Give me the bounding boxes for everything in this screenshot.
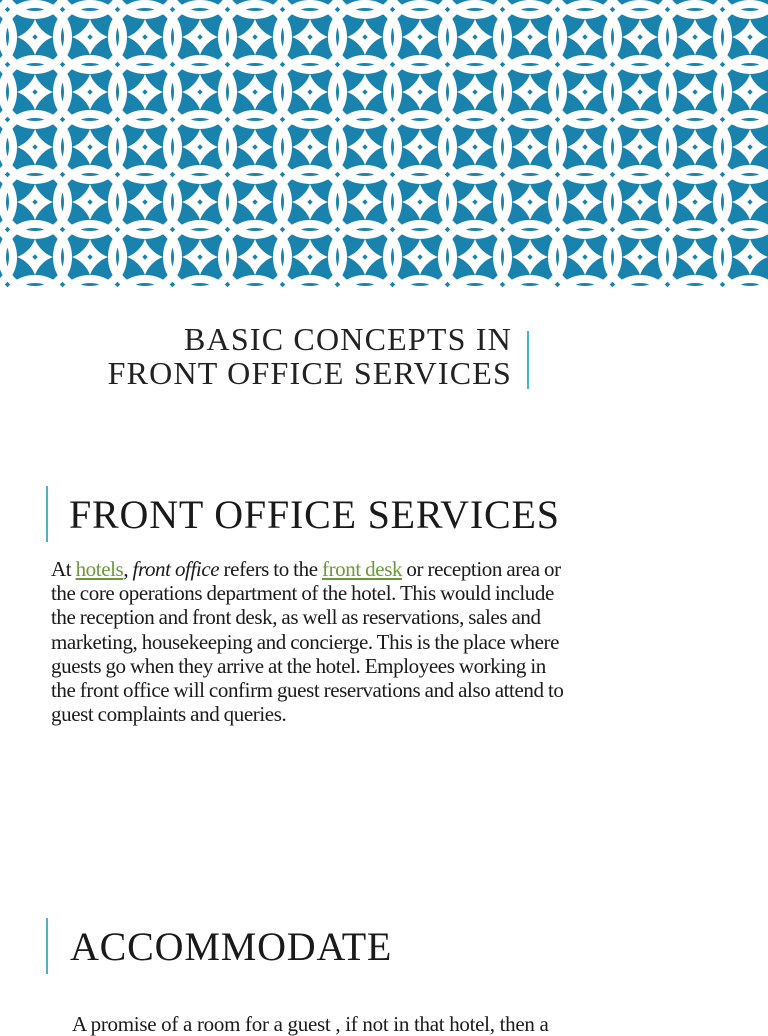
title-line-2: FRONT OFFICE SERVICES	[107, 355, 512, 391]
presentation-title	[0, 322, 512, 390]
title-line-1: BASIC CONCEPTS IN	[183, 321, 512, 357]
front-office-italic-term: front office	[132, 557, 220, 581]
front-office-paragraph	[51, 557, 571, 726]
paragraph-text: At	[51, 557, 76, 581]
paragraph-text: ,	[123, 557, 133, 581]
section-heading-accommodate: ACCOMMODATE	[70, 924, 393, 969]
section-heading-front-office-services: FRONT OFFICE SERVICES	[69, 492, 560, 537]
title-accent-rule	[527, 331, 529, 389]
circle-lattice-pattern	[0, 0, 768, 288]
paragraph-text: or reception area or the core operations department of the hotel. This would include the reception and front desk, as well as reservations, sales and marketing, housekeeping and concierge. This is the place where guests go when they arrive at the hotel. Employees working in the front office will confirm guest reservations and also attend to guest complaints and queries.	[51, 557, 564, 727]
paragraph-text: refers to the	[219, 557, 322, 581]
accommodate-paragraph: A promise of a room for a guest , if not in that hotel, then a	[72, 1012, 549, 1036]
section-accent-rule	[46, 486, 48, 542]
front-desk-link[interactable]: front desk	[322, 557, 403, 581]
section-accent-rule	[46, 918, 48, 974]
hotels-link[interactable]: hotels	[75, 557, 124, 581]
decorative-pattern-banner	[0, 0, 768, 288]
